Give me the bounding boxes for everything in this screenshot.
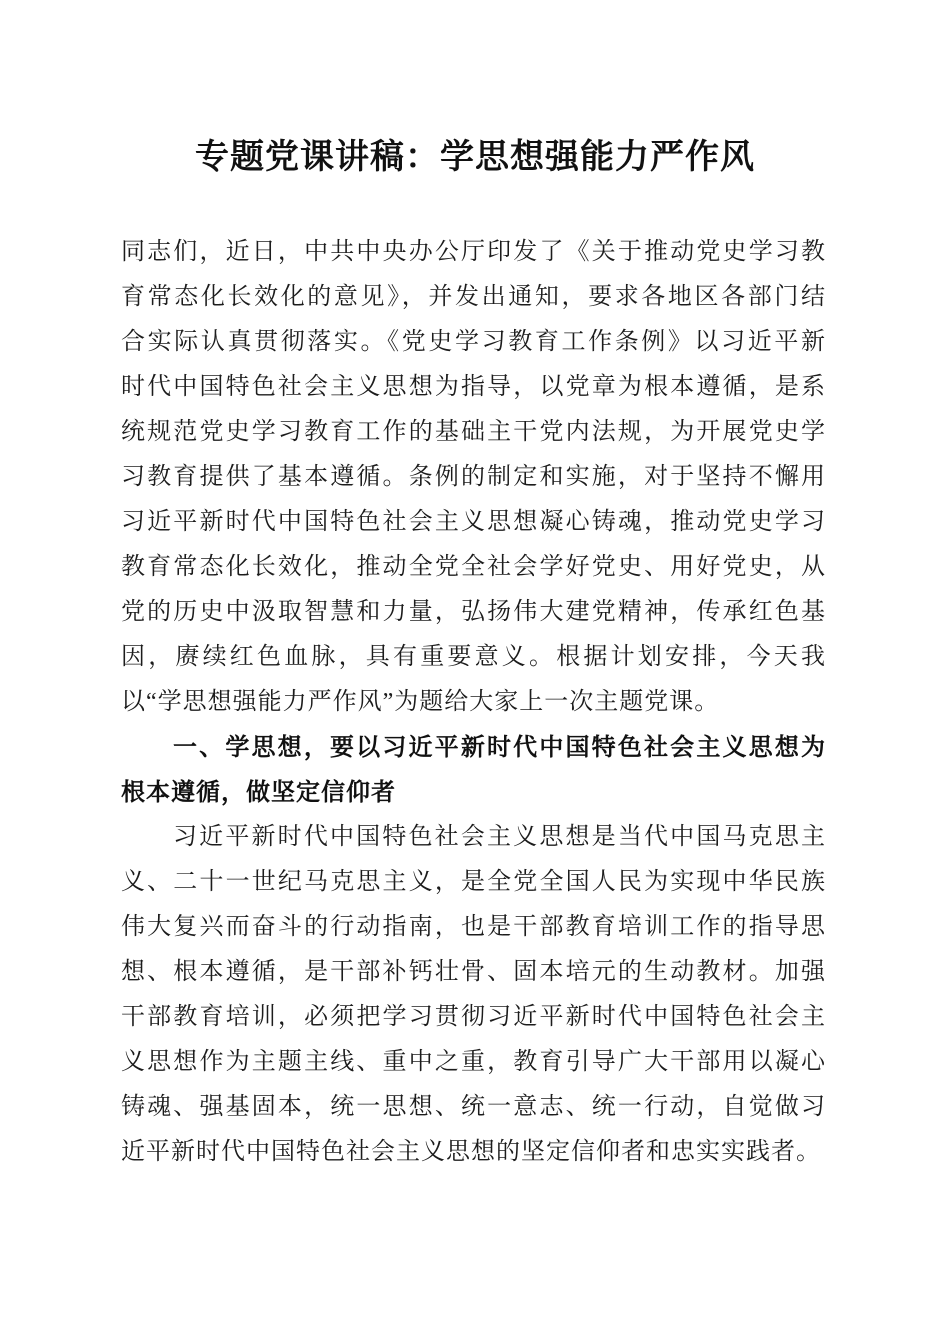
paragraph-line: 近平新时代中国特色社会主义思想的坚定信仰者和忠实实践者。 bbox=[121, 1139, 821, 1165]
section-heading bbox=[121, 725, 826, 815]
paragraph-line: 想、根本遵循，是干部补钙壮骨、固本培元的生动教材。加强 bbox=[121, 959, 826, 985]
heading-line: 一、学思想，要以习近平新时代中国特色社会主义思想为 bbox=[173, 734, 826, 761]
document-body bbox=[121, 230, 826, 1175]
paragraph-line: 干部教育培训，必须把学习贯彻习近平新时代中国特色社会主 bbox=[121, 1004, 826, 1030]
paragraph-line: 铸魂、强基固本，统一思想、统一意志、统一行动，自觉做习 bbox=[121, 1094, 826, 1120]
heading-line: 根本遵循，做坚定信仰者 bbox=[121, 779, 396, 806]
paragraph-line: 时代中国特色社会主义思想为指导，以党章为根本遵循，是系 bbox=[121, 374, 826, 400]
paragraph-line: 习教育提供了基本遵循。条例的制定和实施，对于坚持不懈用 bbox=[121, 464, 826, 490]
section-paragraph bbox=[121, 815, 826, 1175]
paragraph-line: 义思想作为主题主线、重中之重，教育引导广大干部用以凝心 bbox=[121, 1049, 826, 1075]
paragraph-line: 合实际认真贯彻落实。《党史学习教育工作条例》以习近平新 bbox=[121, 329, 826, 355]
paragraph-line: 党的历史中汲取智慧和力量，弘扬伟大建党精神，传承红色基 bbox=[121, 599, 826, 625]
paragraph-line: 习近平新时代中国特色社会主义思想凝心铸魂，推动党史学习 bbox=[121, 509, 826, 535]
intro-paragraph bbox=[121, 230, 826, 725]
paragraph-line: 义、二十一世纪马克思主义，是全党全国人民为实现中华民族 bbox=[121, 869, 826, 895]
paragraph-line: 统规范党史学习教育工作的基础主干党内法规，为开展党史学 bbox=[121, 419, 826, 445]
paragraph-line: 习近平新时代中国特色社会主义思想是当代中国马克思主 bbox=[173, 824, 826, 850]
paragraph-line: 育常态化长效化的意见》，并发出通知，要求各地区各部门结 bbox=[121, 284, 826, 310]
document-title: 专题党课讲稿：学思想强能力严作风 bbox=[195, 139, 755, 176]
paragraph-line: 同志们，近日，中共中央办公厅印发了《关于推动党史学习教 bbox=[121, 239, 826, 265]
paragraph-line: 教育常态化长效化，推动全党全社会学好党史、用好党史，从 bbox=[121, 554, 826, 580]
paragraph-line: 伟大复兴而奋斗的行动指南，也是干部教育培训工作的指导思 bbox=[121, 914, 826, 940]
paragraph-line: 以“学思想强能力严作风”为题给大家上一次主题党课。 bbox=[121, 689, 720, 715]
paragraph-line: 因，赓续红色血脉，具有重要意义。根据计划安排，今天我 bbox=[121, 644, 826, 670]
